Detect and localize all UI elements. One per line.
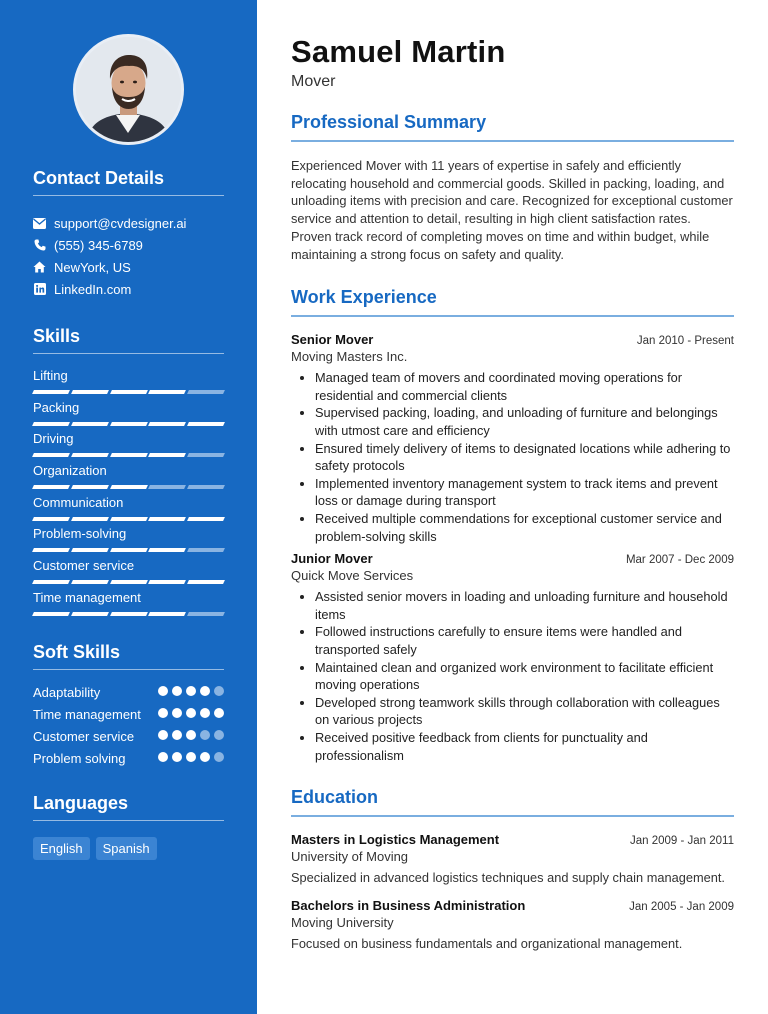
job-company: Moving Masters Inc. [291,349,408,365]
job-bullets [291,369,734,545]
sidebar [0,0,257,1014]
skill-name: Communication [33,494,124,510]
soft-skills-list [33,684,224,767]
candidate-role: Mover [291,73,336,90]
job-dates: Jan 2010 - Present [636,335,734,348]
soft-skill-name: Time management [33,706,141,722]
skill-level-bar [33,612,224,616]
skill-segment-filled [148,390,186,394]
job-bullet: • Ensured timely delivery of items to designated locations while adhering to safety protocols [315,440,734,475]
skill-name: Customer service [33,558,135,574]
skill-item [33,558,224,590]
contact-phone[interactable] [33,234,224,256]
education-degree: Bachelors in Business Administration [291,898,526,914]
rating-dot-filled [200,708,210,718]
skill-segment-filled [71,580,109,584]
skill-item [33,400,224,432]
skill-level-bar [33,548,224,552]
rating-dot-empty [200,730,210,740]
skill-segment-filled [32,390,70,394]
summary-text: Experienced Mover with 11 years of expertise in safely and efficiently relocating household and commercial goods. Skilled in packing, loading, and unloading items with precision and care. Recognized for exceptional customer service and attention to detail, resulting in high client satisfaction rates. Proven track record of completing moves on time and within budget, while maintaining a strong focus on safety and quality. [291,158,733,262]
skill-segment-filled [148,580,186,584]
job-header [291,551,734,566]
skill-segment-filled [148,517,186,521]
soft-skill-name: Adaptability [33,684,101,700]
soft-skill-name: Problem solving [33,750,126,766]
home-icon [33,261,46,274]
skill-name: Time management [33,589,141,605]
soft-skill-item [33,750,224,767]
education-section [291,787,734,953]
skill-segment-filled [71,453,109,457]
soft-skill-rating [158,686,224,696]
education-description: Focused on business fundamentals and organizational management. [291,936,683,952]
rating-dot-filled [172,708,182,718]
soft-skill-item [33,706,224,723]
soft-skill-rating [158,730,224,740]
skill-name: Problem-solving [33,526,127,542]
skill-segment-filled [71,612,109,616]
job-bullets [291,588,734,764]
job-title: Junior Mover [291,551,373,567]
work-heading: Work Experience [291,287,734,317]
skill-segment-empty [187,485,225,489]
phone-icon [33,239,46,252]
skill-segment-filled [110,612,148,616]
contact-section [33,168,224,300]
contact-linkedin[interactable] [33,278,224,300]
job-bullet: • Implemented inventory management system to track items and prevent loss or damage during transport [315,475,734,510]
education-school: Moving University [291,915,394,931]
job-bullet: • Maintained clean and organized work environment to facilitate efficient moving operations [315,659,734,694]
job-entry [291,332,734,545]
skill-segment-filled [110,485,148,489]
rating-dot-filled [158,730,168,740]
languages-heading: Languages [33,793,224,821]
education-header [291,898,734,913]
soft-skills-section [33,642,224,767]
skill-segment-filled [71,390,109,394]
rating-dot-filled [186,708,196,718]
rating-dot-filled [214,708,224,718]
skill-segment-filled [71,485,109,489]
skill-segment-filled [71,517,109,521]
skill-segment-filled [148,422,186,426]
contact-email[interactable] [33,212,224,234]
skill-segment-filled [110,548,148,552]
contact-list [33,212,224,300]
skill-segment-filled [32,548,70,552]
skill-level-bar [33,390,224,394]
skill-item [33,495,224,527]
job-bullet: • Received positive feedback from clients for punctuality and professionalism [315,729,734,764]
job-bullet: • Developed strong teamwork skills through collaboration with colleagues on various projects [315,694,734,729]
skill-segment-filled [148,548,186,552]
skill-level-bar [33,485,224,489]
skill-level-bar [33,422,224,426]
rating-dot-filled [158,686,168,696]
job-bullet: • Received multiple commendations for exceptional customer service and problem-solving skills [315,510,734,545]
soft-skill-name: Customer service [33,728,135,744]
rating-dot-filled [172,752,182,762]
skill-segment-filled [187,580,225,584]
contact-heading: Contact Details [33,168,224,196]
skill-item [33,368,224,400]
skill-name: Lifting [33,368,68,383]
skill-segment-filled [148,612,186,616]
rating-dot-empty [214,730,224,740]
education-dates: Jan 2009 - Jan 2011 [629,835,734,848]
education-description: Specialized in advanced logistics techniques and supply chain management. [291,870,725,886]
rating-dot-filled [186,752,196,762]
skill-segment-filled [110,580,148,584]
skill-segment-filled [32,612,70,616]
skill-segment-filled [71,422,109,426]
education-school: University of Moving [291,849,409,865]
contact-email-text: support@cvdesigner.ai [54,215,187,231]
job-bullet: • Followed instructions carefully to ensure items were handled and transported safely [315,623,734,658]
linkedin-icon [33,283,46,296]
skill-segment-filled [32,453,70,457]
rating-dot-filled [186,730,196,740]
skill-segment-filled [148,453,186,457]
summary-section [291,112,734,263]
job-dates: Mar 2007 - Dec 2009 [625,554,734,567]
education-dates: Jan 2005 - Jan 2009 [629,901,734,914]
rating-dot-filled [172,686,182,696]
job-bullet: • Assisted senior movers in loading and unloading furniture and household items [315,588,734,623]
soft-skill-item [33,684,224,701]
soft-skill-rating [158,752,224,762]
job-company: Quick Move Services [291,568,414,584]
language-chip: Spanish [96,837,157,860]
skill-segment-filled [187,422,225,426]
education-entry [291,898,734,953]
soft-skill-item [33,728,224,745]
skill-segment-empty [187,612,225,616]
candidate-name: Samuel Martin [291,34,506,69]
rating-dot-filled [158,708,168,718]
rating-dot-empty [214,752,224,762]
skill-segment-empty [187,548,225,552]
skill-segment-filled [187,517,225,521]
rating-dot-filled [172,730,182,740]
work-section [291,287,734,764]
skills-list [33,368,224,622]
skill-segment-filled [32,422,70,426]
rating-dot-filled [186,686,196,696]
rating-dot-empty [214,686,224,696]
job-entry [291,551,734,764]
contact-location-text: NewYork, US [54,259,131,275]
skill-segment-filled [32,485,70,489]
job-bullet: • Supervised packing, loading, and unloading of furniture and belongings with utmost care and efficiency [315,404,734,439]
main-content [257,0,768,1014]
languages-list [33,837,224,860]
language-chip: English [33,837,90,860]
education-entry [291,832,734,887]
skill-level-bar [33,453,224,457]
skill-segment-filled [110,422,148,426]
summary-heading: Professional Summary [291,112,734,142]
education-degree: Masters in Logistics Management [291,832,500,848]
skill-segment-filled [110,390,148,394]
skill-level-bar [33,580,224,584]
contact-location [33,256,224,278]
rating-dot-filled [158,752,168,762]
skill-segment-filled [110,453,148,457]
skill-item [33,590,224,622]
skill-name: Driving [33,431,74,447]
education-header [291,832,734,847]
job-title: Senior Mover [291,332,374,348]
skill-segment-filled [71,548,109,552]
skill-item [33,431,224,463]
job-bullet: • Managed team of movers and coordinated moving operations for residential and commercial clients [315,369,734,404]
job-header [291,332,734,347]
profile-photo [73,34,184,145]
skills-section [33,326,224,622]
skill-item [33,463,224,495]
contact-linkedin-text: LinkedIn.com [54,281,132,297]
education-heading: Education [291,787,734,817]
skill-segment-filled [110,517,148,521]
email-icon [33,217,46,230]
skill-segment-empty [187,453,225,457]
skill-name: Packing [33,399,80,415]
rating-dot-filled [200,686,210,696]
soft-skill-rating [158,708,224,718]
languages-section [33,793,224,860]
contact-phone-text: (555) 345-6789 [54,237,143,253]
skills-heading: Skills [33,326,224,354]
skill-name: Organization [33,463,107,479]
skill-segment-filled [32,580,70,584]
skill-segment-empty [187,390,225,394]
skill-level-bar [33,517,224,521]
skill-segment-filled [32,517,70,521]
skill-item [33,526,224,558]
skill-segment-empty [148,485,186,489]
rating-dot-filled [200,752,210,762]
soft-skills-heading: Soft Skills [33,642,224,670]
